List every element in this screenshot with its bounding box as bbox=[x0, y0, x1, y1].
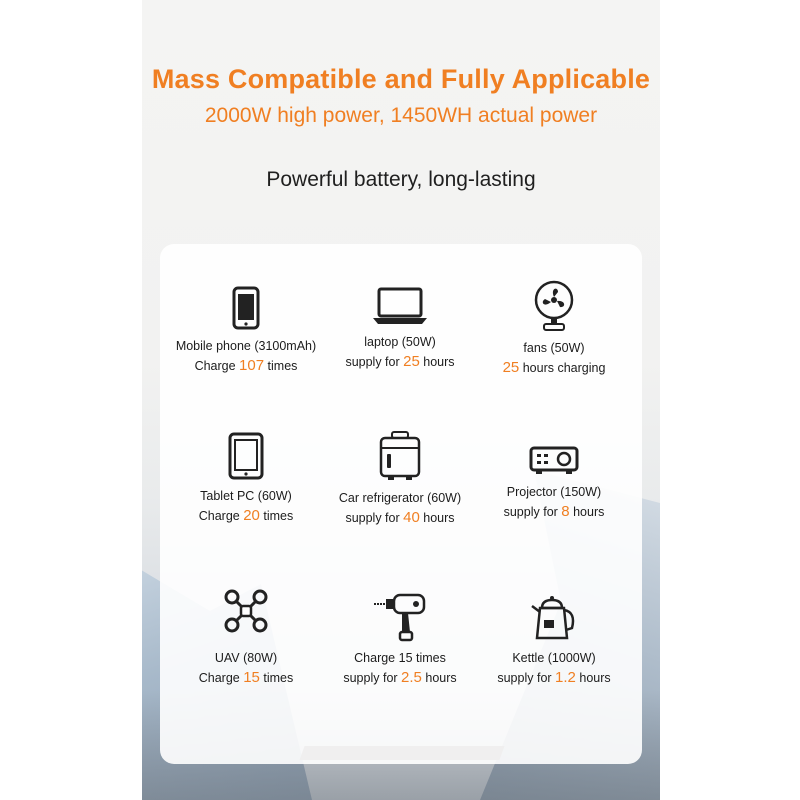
headline: Mass Compatible and Fully Applicable bbox=[151, 64, 651, 94]
projector-icon bbox=[528, 442, 580, 476]
device-name: UAV (80W) bbox=[214, 651, 278, 665]
device-item-projector bbox=[474, 442, 634, 522]
device-value: 25 bbox=[502, 359, 520, 376]
device-value: 1.2 bbox=[555, 669, 576, 686]
device-name: laptop (50W) bbox=[364, 335, 436, 349]
device-grid-card bbox=[160, 244, 642, 764]
device-item-fan bbox=[474, 280, 634, 378]
tagline: Powerful battery, long-lasting bbox=[266, 168, 536, 191]
device-value: 40 bbox=[403, 509, 420, 526]
drone-icon bbox=[223, 588, 269, 634]
subheadline: 2000W high power, 1450WH actual power bbox=[204, 104, 598, 127]
drill-icon bbox=[372, 592, 428, 642]
device-spec: Charge 15 times bbox=[198, 669, 294, 686]
device-spec: Charge 107 times bbox=[194, 357, 298, 374]
device-value: 2.5 bbox=[401, 669, 422, 686]
device-item-tablet bbox=[166, 432, 326, 526]
device-spec: supply for 1.2 hours bbox=[497, 669, 611, 686]
kettle-icon bbox=[530, 594, 578, 642]
device-spec: supply for 25 hours bbox=[345, 353, 455, 370]
device-value: 20 bbox=[243, 507, 260, 524]
device-item-uav bbox=[166, 588, 326, 688]
device-item-mobile-phone bbox=[166, 286, 326, 376]
device-spec: supply for 8 hours bbox=[503, 503, 605, 520]
device-name: Kettle (1000W) bbox=[512, 651, 596, 665]
device-name: Mobile phone (3100mAh) bbox=[175, 339, 317, 353]
mobile-phone-icon bbox=[232, 286, 260, 330]
device-item-laptop bbox=[320, 286, 480, 372]
device-value: 25 bbox=[403, 353, 420, 370]
device-name: Charge 15 times bbox=[354, 651, 446, 665]
device-name: Car refrigerator (60W) bbox=[338, 491, 462, 505]
fan-icon bbox=[532, 280, 576, 332]
device-value: 15 bbox=[243, 669, 260, 686]
device-name: Tablet PC (60W) bbox=[200, 489, 292, 503]
device-item-drill bbox=[320, 592, 480, 688]
tablet-icon bbox=[228, 432, 264, 480]
poster bbox=[142, 0, 660, 800]
device-item-kettle bbox=[474, 594, 634, 688]
device-value: 8 bbox=[561, 503, 570, 520]
device-name: Projector (150W) bbox=[506, 485, 602, 499]
device-spec: supply for 40 hours bbox=[345, 509, 455, 526]
laptop-icon bbox=[370, 286, 430, 326]
device-item-car-refrigerator bbox=[320, 430, 480, 528]
device-spec: supply for 2.5 hours bbox=[343, 669, 457, 686]
device-value: 107 bbox=[239, 357, 265, 374]
device-name: fans (50W) bbox=[523, 341, 585, 355]
car-refrigerator-icon bbox=[378, 430, 422, 482]
device-spec: 25 hours charging bbox=[502, 359, 606, 376]
device-spec: Charge 20 times bbox=[198, 507, 294, 524]
